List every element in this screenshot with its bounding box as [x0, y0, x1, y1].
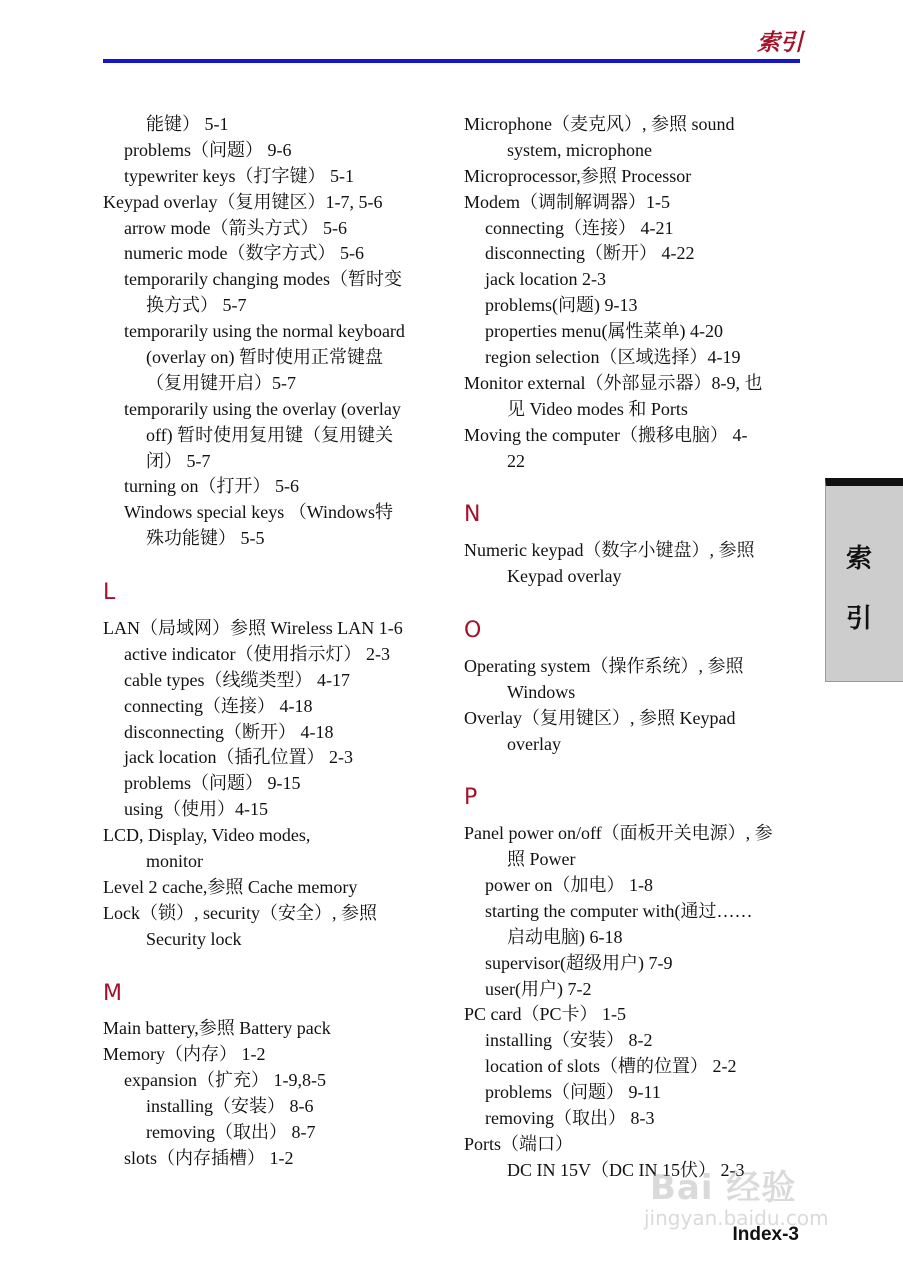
index-subentry: overlay: [507, 733, 561, 754]
index-subentry: monitor: [146, 850, 203, 871]
watermark-logo: Bai 经验: [650, 1168, 797, 1208]
index-subentry: removing（取出） 8-7: [146, 1121, 316, 1142]
index-subentry: properties menu(属性菜单) 4-20: [485, 321, 723, 342]
index-entry: Main battery,参照 Battery pack: [103, 1018, 331, 1039]
index-subentry: turning on（打开） 5-6: [124, 476, 299, 497]
index-subentry: problems（问题） 9-15: [124, 773, 301, 794]
index-subentry: 照 Power: [507, 849, 576, 870]
index-entry: PC card（PC卡） 1-5: [464, 1004, 626, 1025]
section-tab-char: 索: [846, 544, 873, 574]
index-entry: Lock（锁）, security（安全）, 参照: [103, 902, 377, 923]
index-entry: Monitor external（外部显示器）8-9, 也: [464, 372, 763, 393]
index-subentry: Windows: [507, 681, 576, 702]
index-subentry: temporarily changing modes（暂时变: [124, 269, 402, 290]
index-column-right: [464, 112, 794, 1184]
header-title: 索引: [757, 30, 803, 56]
index-subentry: problems（问题） 9-11: [485, 1082, 661, 1103]
index-subentry: 闭） 5-7: [146, 450, 211, 471]
index-letter-heading: L: [103, 580, 116, 606]
index-subentry: DC IN 15V（DC IN 15伏） 2-3: [507, 1159, 745, 1180]
index-entry: Overlay（复用键区）, 参照 Keypad: [464, 707, 736, 728]
header-rule: [103, 59, 800, 63]
index-subentry: Keypad overlay: [507, 566, 622, 587]
index-subentry: starting the computer with(通过……: [485, 900, 753, 921]
index-subentry: 殊功能键） 5-5: [146, 528, 265, 549]
index-entry: Operating system（操作系统）, 参照: [464, 655, 744, 676]
index-subentry: temporarily using the overlay (overlay: [124, 398, 401, 419]
index-subentry: connecting（连接） 4-21: [485, 217, 674, 238]
index-entry: Ports（端口）: [464, 1133, 574, 1154]
index-subentry: problems(问题) 9-13: [485, 295, 638, 316]
index-subentry: 能键） 5-1: [146, 114, 229, 134]
index-subentry: jack location 2-3: [485, 269, 606, 290]
watermark-url: jingyan.baidu.com: [644, 1206, 829, 1230]
page-number: Index-3: [732, 1224, 799, 1245]
index-entry: Microprocessor,参照 Processor: [464, 165, 692, 186]
index-subentry: installing（安装） 8-6: [146, 1095, 314, 1116]
index-subentry: power on（加电） 1-8: [485, 874, 653, 895]
index-subentry: 启动电脑) 6-18: [507, 926, 623, 947]
index-entry: Microphone（麦克风）, 参照 sound: [464, 114, 735, 134]
index-subentry: jack location（插孔位置） 2-3: [124, 747, 353, 768]
index-subentry: cable types（线缆类型） 4-17: [124, 669, 350, 690]
index-subentry: supervisor(超级用户) 7-9: [485, 952, 673, 973]
index-letter-heading: N: [464, 502, 481, 528]
index-subentry: numeric mode（数字方式） 5-6: [124, 243, 364, 264]
index-entry: LCD, Display, Video modes,: [103, 825, 311, 846]
index-subentry: region selection（区域选择）4-19: [485, 347, 741, 368]
index-entry: Panel power on/off（面板开关电源）, 参: [464, 823, 773, 844]
index-subentry: (overlay on) 暂时使用正常键盘: [146, 347, 383, 368]
index-subentry: location of slots（槽的位置） 2-2: [485, 1056, 737, 1077]
index-subentry: user(用户) 7-2: [485, 978, 592, 999]
index-subentry: problems（问题） 9-6: [124, 139, 292, 160]
index-subentry: removing（取出） 8-3: [485, 1108, 655, 1128]
index-subentry: system, microphone: [507, 139, 652, 160]
index-subentry: Windows special keys （Windows特: [124, 502, 394, 523]
index-subentry: 22: [507, 450, 525, 471]
index-subentry: arrow mode（箭头方式） 5-6: [124, 217, 347, 238]
index-subentry: （复用键开启）5-7: [146, 372, 296, 393]
index-subentry: connecting（连接） 4-18: [124, 695, 313, 716]
index-entry: Modem（调制解调器）1-5: [464, 191, 670, 212]
index-subentry: 见 Video modes 和 Ports: [507, 398, 688, 419]
section-tab: [825, 478, 903, 682]
index-subentry: disconnecting（断开） 4-18: [124, 721, 334, 742]
index-subentry: using（使用）4-15: [124, 799, 268, 820]
index-entry: Moving the computer（搬移电脑） 4-: [464, 424, 748, 445]
index-letter-heading: P: [464, 785, 478, 811]
index-subentry: off) 暂时使用复用键（复用键关: [146, 424, 394, 445]
index-subentry: active indicator（使用指示灯） 2-3: [124, 643, 390, 664]
index-subentry: 换方式） 5-7: [146, 295, 247, 316]
index-subentry: expansion（扩充） 1-9,8-5: [124, 1070, 326, 1091]
index-letter-heading: M: [103, 980, 122, 1006]
index-entry: Level 2 cache,参照 Cache memory: [103, 876, 358, 897]
index-subentry: installing（安装） 8-2: [485, 1030, 653, 1051]
index-subentry: slots（内存插槽） 1-2: [124, 1147, 294, 1168]
index-subentry: Security lock: [146, 928, 242, 949]
section-tab-char: 引: [846, 604, 873, 634]
index-column-left: [103, 112, 443, 1172]
index-entry: Memory（内存） 1-2: [103, 1044, 266, 1065]
index-subentry: typewriter keys（打字键） 5-1: [124, 165, 354, 186]
watermark: [640, 1150, 850, 1240]
index-letter-heading: O: [464, 618, 482, 644]
index-subentry: disconnecting（断开） 4-22: [485, 243, 695, 264]
index-entry: Numeric keypad（数字小键盘）, 参照: [464, 540, 755, 561]
index-entry: LAN（局域网）参照 Wireless LAN 1-6: [103, 617, 403, 638]
index-subentry: temporarily using the normal keyboard: [124, 321, 405, 342]
index-entry: Keypad overlay（复用键区）1-7, 5-6: [103, 191, 383, 212]
